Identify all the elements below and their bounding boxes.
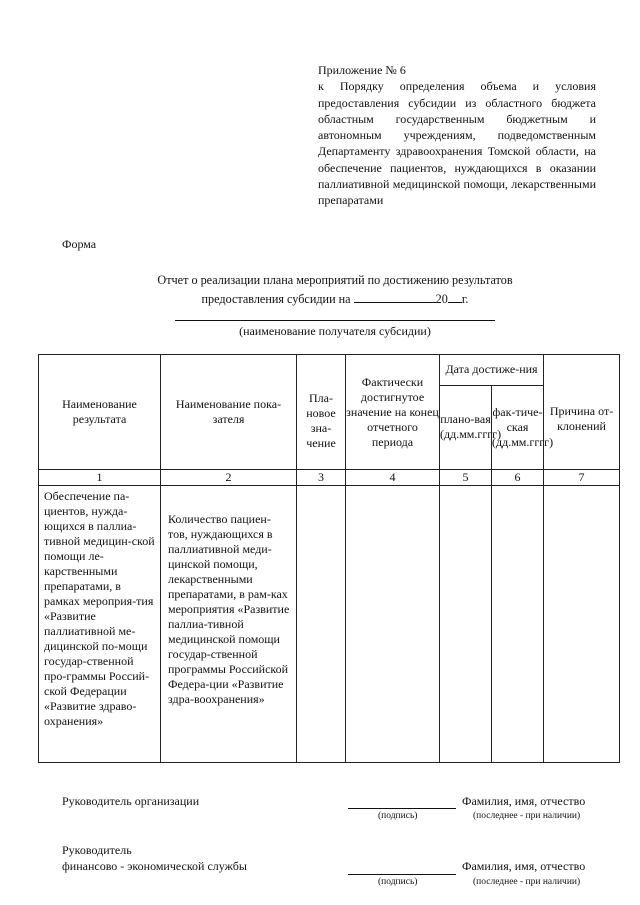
- signature-1-name: Фамилия, имя, отчество: [462, 794, 586, 808]
- report-title-line1: Отчет о реализации плана мероприятий по достижению результатов: [157, 273, 513, 287]
- report-title-line2: [100, 291, 570, 307]
- report-title-suffix: г.: [461, 292, 469, 306]
- appendix-block: [318, 62, 596, 209]
- signature-1-line[interactable]: [348, 808, 456, 809]
- recipient-caption: (наименование получателя субсидии): [239, 324, 431, 338]
- col-number: 7: [544, 470, 620, 486]
- signature-2-name: Фамилия, имя, отчество: [462, 859, 586, 873]
- col-number: 4: [346, 470, 440, 486]
- form-label: Форма: [62, 237, 97, 251]
- appendix-number: Приложение № 6: [318, 63, 406, 77]
- signature-1-name-caption: (последнее - при наличии): [473, 811, 581, 821]
- cell-date-planned[interactable]: [440, 486, 492, 763]
- table-header-row: [39, 355, 620, 386]
- col-number: 6: [492, 470, 544, 486]
- cell-planned-value[interactable]: [297, 486, 346, 763]
- signature-2-label-line1: Руководитель: [62, 843, 132, 857]
- signature-1-label: Руководитель организации: [62, 794, 200, 808]
- appendix-text: к Порядку определения объема и условия предоставления субсидии из областного бюджета областным государственным бюджетным и автономным учреждениям, подведомственным Департаменту здравоохранения Томской области, на обеспечение пациентов, нуждающихся в оказании паллиативной медицинской помощи, лекарственными препаратами: [318, 79, 596, 208]
- signature-2-label-line2: финансово - экономической службы: [62, 859, 247, 873]
- recipient-name-line[interactable]: [175, 320, 495, 321]
- header-planned-value: Пла-новое зна-чение: [297, 355, 346, 470]
- signature-2-name-caption: (последнее - при наличии): [473, 877, 581, 887]
- signature-1-sign-caption: (подпись): [378, 811, 418, 821]
- header-date-group: Дата достиже-ния: [440, 355, 544, 386]
- header-actual-value: Фактически достигнутое значение на конец отчетного периода: [346, 355, 440, 470]
- signature-2-sign-caption: (подпись): [378, 877, 418, 887]
- header-deviation-reason: Причина от-клонений: [544, 355, 620, 470]
- cell-indicator: Количество пациен-тов, нуждающихся в паллиативной меди-цинской помощи, лекарственными препаратами, в рам-ках мероприятия «Развитие паллиа-тивной медицинской помощи государ-ственной программы Российской Федера-ции «Развитие здра-воохранения»: [161, 486, 297, 763]
- signature-2-line[interactable]: [348, 874, 456, 875]
- table-row: [39, 486, 620, 763]
- report-title-prefix: предоставления субсидии на: [201, 292, 354, 306]
- header-result: Наименование результата: [39, 355, 161, 470]
- cell-deviation-reason[interactable]: [544, 486, 620, 763]
- col-number: 2: [161, 470, 297, 486]
- cell-actual-value[interactable]: [346, 486, 440, 763]
- year-suffix-blank[interactable]: [448, 291, 462, 303]
- col-number: 5: [440, 470, 492, 486]
- year-blank[interactable]: [354, 291, 436, 303]
- cell-result: Обеспечение па-циентов, нужда-ющихся в паллиа-тивной медицин-ской помощи ле-карственными препаратами, в рамках мероприя-тия «Развитие паллиативной ме-дицинской по-мощи государ-ственной про-граммы Россий-ской Федерации «Развитие здраво-охранения»: [39, 486, 161, 763]
- header-date-actual: фак-тиче-ская (дд.мм.гггг): [492, 385, 544, 469]
- col-number: 1: [39, 470, 161, 486]
- header-date-planned: плано-вая (дд.мм.гггг): [440, 385, 492, 469]
- cell-date-actual[interactable]: [492, 486, 544, 763]
- report-title-mid: 20: [435, 292, 448, 306]
- table-number-row: [39, 470, 620, 486]
- report-table: [38, 354, 620, 763]
- col-number: 3: [297, 470, 346, 486]
- header-indicator: Наименование пока-зателя: [161, 355, 297, 470]
